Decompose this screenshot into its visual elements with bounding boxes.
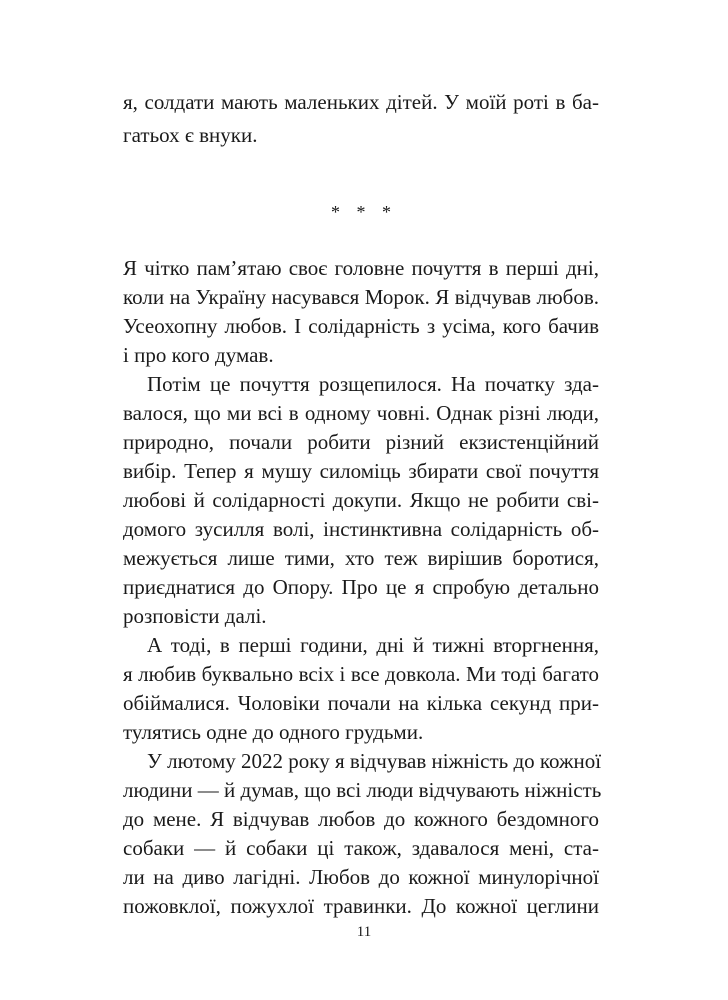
text-line: до мене. Я відчував любов до кожного бездомного bbox=[123, 807, 599, 831]
section-separator: * * * bbox=[331, 202, 397, 222]
text-line: валося, що ми всі в одному човні. Однак різні люди, bbox=[123, 401, 599, 425]
text-line: я, солдати мають маленьких дітей. У моїй роті в ба- bbox=[123, 90, 599, 114]
text-line: А тоді, в перші години, дні й тижні вторгнення, bbox=[147, 633, 599, 657]
text-line: пожовклої, пожухлої травинки. До кожної цеглини bbox=[123, 894, 599, 918]
text-line: приєднатися до Опору. Про це я спробую детально bbox=[123, 575, 599, 599]
text-line: природно, почали робити різний екзистенційний bbox=[123, 430, 599, 454]
text-line: гатьох є внуки. bbox=[123, 123, 258, 147]
text-line: я любив буквально всіх і все довкола. Ми тоді багато bbox=[123, 662, 599, 686]
text-line: Я чітко пам’ятаю своє головне почуття в перші дні, bbox=[123, 256, 599, 280]
text-line: і про кого думав. bbox=[123, 343, 274, 367]
text-line: собаки — й собаки ці також, здавалося мені, ста- bbox=[123, 836, 599, 860]
text-line: розповісти далі. bbox=[123, 604, 267, 628]
text-line: межується лише тими, хто теж вирішив боротися, bbox=[123, 546, 599, 570]
text-line: домого зусилля волі, інстинктивна солідарність об- bbox=[123, 517, 599, 541]
text-line: обіймалися. Чоловіки почали на кілька секунд при- bbox=[123, 691, 599, 715]
text-line: любові й солідарності докупи. Якщо не робити сві- bbox=[123, 488, 599, 512]
text-line: тулятись одне до одного грудьми. bbox=[123, 720, 424, 744]
text-line: У лютому 2022 року я відчував ніжність до кожної bbox=[147, 749, 602, 773]
page-number: 11 bbox=[356, 924, 372, 940]
text-line: людини — й думав, що всі люди відчувають ніжність bbox=[123, 778, 602, 802]
text-line: ли на диво лагідні. Любов до кожної минулорічної bbox=[123, 865, 599, 889]
text-line: вибір. Тепер я мушу силоміць збирати свої почуття bbox=[123, 459, 599, 483]
text-line: Усеохопну любов. І солідарність з усіма, кого бачив bbox=[123, 314, 599, 338]
text-line: Потім це почуття розщепилося. На початку зда- bbox=[147, 372, 599, 396]
text-line: коли на Україну насувався Морок. Я відчував любов. bbox=[123, 285, 599, 309]
